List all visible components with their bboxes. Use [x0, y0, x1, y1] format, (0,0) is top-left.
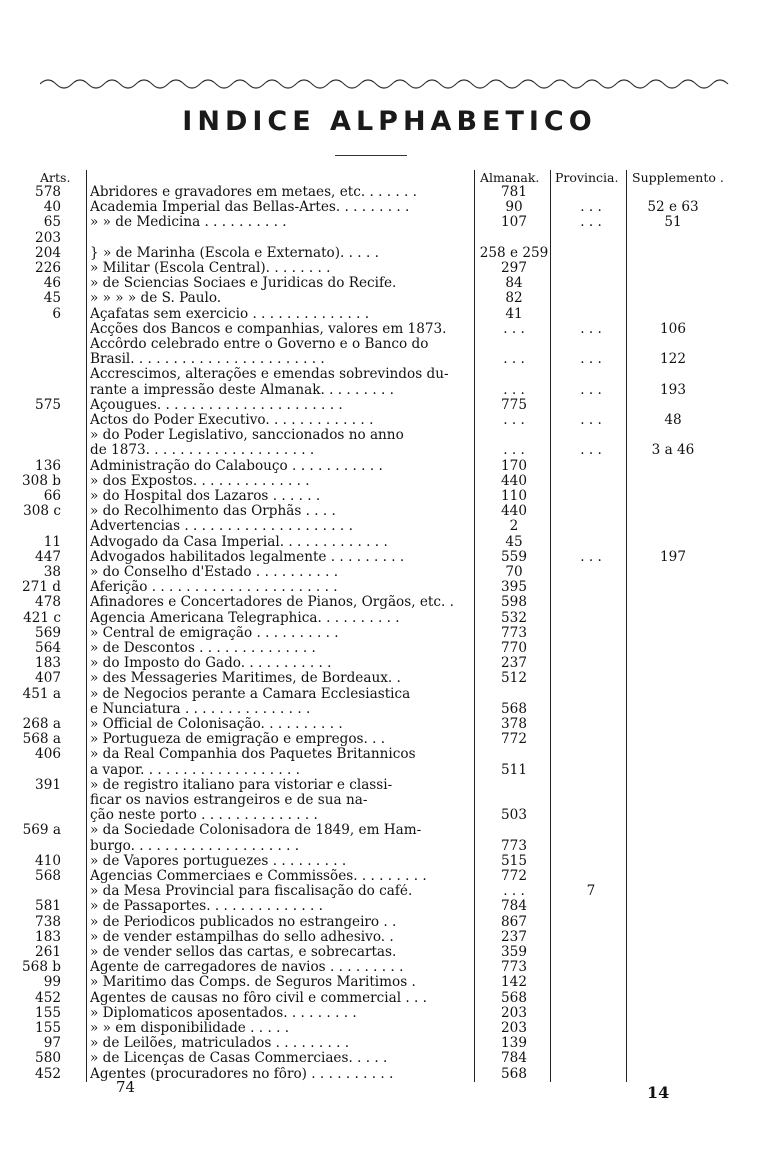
row-supplemento: 106 — [660, 320, 686, 337]
row-almanak: 139 — [501, 1035, 527, 1052]
row-description: Agente de carregadores de navios . . . . . . . . . — [90, 960, 404, 976]
row-number: 183 — [35, 928, 61, 945]
row-almanak: 784 — [501, 898, 527, 915]
table-row — [0, 443, 779, 458]
row-description: » Maritimo das Comps. de Seguros Maritimos . — [90, 975, 416, 991]
table-row — [0, 398, 779, 413]
row-description: » da Sociedade Colonisadora de 1849, em Ham- — [90, 823, 422, 839]
row-description: rante a impressão deste Almanak. . . . . . . . . — [90, 382, 394, 398]
table-row — [0, 413, 779, 428]
row-number: 452 — [35, 1065, 61, 1082]
row-description: » do Imposto do Gado. . . . . . . . . . . — [90, 656, 332, 672]
table-row — [0, 322, 779, 337]
table-row — [0, 626, 779, 641]
row-description: Abridores e gravadores em metaes, etc. . . . . . . — [90, 185, 417, 200]
row-description: Agentes (procuradores no fôro) . . . . . . . . . . — [90, 1066, 394, 1082]
table-row — [0, 276, 779, 291]
row-almanak: 511 — [501, 761, 527, 778]
table-row — [0, 519, 779, 534]
row-number: 451 a — [22, 685, 61, 702]
row-description: » de Vapores portuguezes . . . . . . . . . — [90, 853, 347, 869]
row-description: » de Descontos . . . . . . . . . . . . . . — [90, 641, 316, 656]
table-row — [0, 717, 779, 732]
row-description: Advogados habilitados legalmente . . . . . . . . . — [90, 549, 405, 565]
ornament-line — [40, 72, 740, 92]
row-number: 40 — [43, 199, 61, 216]
row-description: » de Negocios perante a Camara Ecclesiastica — [90, 686, 411, 702]
row-description: » do Recolhimento das Orphãs . . . . — [90, 504, 336, 520]
row-number: 568 — [35, 868, 61, 884]
table-row — [0, 778, 779, 793]
row-provincia: . . . — [580, 199, 602, 216]
row-number: 410 — [35, 852, 61, 869]
row-number: 268 a — [22, 716, 61, 732]
row-number: 65 — [43, 214, 61, 231]
row-almanak: 440 — [501, 472, 527, 489]
row-description: a vapor. . . . . . . . . . . . . . . . . . . — [90, 762, 300, 778]
table-row — [0, 291, 779, 306]
row-number: 478 — [35, 594, 61, 611]
row-description: burgo. . . . . . . . . . . . . . . . . . . . — [90, 838, 300, 854]
row-number: 568 b — [22, 959, 61, 976]
row-provincia: . . . — [580, 351, 602, 368]
row-number: 203 — [35, 229, 61, 246]
row-almanak: 203 — [501, 1004, 527, 1021]
row-description: Administração do Calabouço . . . . . . . . . . . — [90, 458, 383, 474]
row-description: » » em disponibilidade . . . . . — [90, 1021, 290, 1036]
row-provincia: . . . — [580, 214, 602, 231]
row-number: 407 — [35, 670, 61, 687]
row-almanak: 773 — [501, 959, 527, 976]
row-description: Academia Imperial das Bellas-Artes. . . . . . . . . — [90, 200, 410, 216]
row-description: » » de Medicina . . . . . . . . . . — [90, 215, 287, 231]
table-row — [0, 884, 779, 899]
table-row — [0, 960, 779, 975]
row-number: 421 c — [23, 609, 61, 626]
row-description: » de vender sellos das cartas, e sobrecartas. — [90, 945, 397, 960]
row-description: » dos Expostos. . . . . . . . . . . . . . — [90, 473, 310, 489]
row-provincia: . . . — [580, 381, 602, 398]
row-almanak: 170 — [501, 457, 527, 474]
row-description: Açafatas sem exercicio . . . . . . . . . . . . . . — [90, 306, 370, 322]
row-number: 99 — [43, 974, 61, 991]
table-row — [0, 869, 779, 884]
table-row — [0, 474, 779, 489]
row-almanak: 378 — [501, 716, 527, 732]
table-row — [0, 763, 779, 778]
row-description: Agencia Americana Telegraphica. . . . . . . . . . — [90, 610, 400, 626]
table-row — [0, 747, 779, 762]
row-description: de 1873. . . . . . . . . . . . . . . . . . . . — [90, 443, 315, 459]
table-row — [0, 367, 779, 382]
row-description: » Official de Colonisação. . . . . . . . . . — [90, 717, 343, 732]
row-description: Accrescimos, alterações e emendas sobrevindos du- — [90, 367, 449, 383]
table-row — [0, 823, 779, 838]
row-description: » de Licenças de Casas Commerciaes. . . . . — [90, 1051, 388, 1067]
row-almanak: 770 — [501, 640, 527, 656]
table-row — [0, 611, 779, 626]
row-supplemento: 51 — [664, 214, 682, 231]
row-supplemento: 48 — [664, 412, 682, 428]
row-number: 569 — [35, 624, 61, 641]
row-description: » Portugueza de emigração e empregos. . . — [90, 732, 386, 748]
table-row — [0, 732, 779, 747]
row-number: 564 — [35, 640, 61, 656]
row-number: 11 — [43, 533, 61, 550]
row-almanak: 773 — [501, 624, 527, 641]
row-provincia: . . . — [580, 442, 602, 459]
row-number: 38 — [43, 564, 61, 580]
table-row — [0, 200, 779, 215]
table-row — [0, 1036, 779, 1051]
row-description: Acções dos Bancos e companhias, valores em 1873. — [90, 321, 447, 337]
row-description: Advertencias . . . . . . . . . . . . . . . . . . . . — [90, 519, 353, 535]
row-almanak: 772 — [501, 868, 527, 884]
page-number-left: 74 — [116, 1078, 136, 1096]
row-almanak: 237 — [501, 928, 527, 945]
col-provincia: Provincia. — [555, 170, 619, 185]
row-description: » da Mesa Provincial para fiscalisação do café. — [90, 884, 413, 900]
row-number: 183 — [35, 655, 61, 672]
row-number: 204 — [35, 244, 61, 261]
row-almanak: 598 — [501, 594, 527, 611]
table-row — [0, 428, 779, 443]
row-description: Afinadores e Concertadores de Pianos, Orgãos, etc. . — [90, 595, 454, 611]
row-description: » Central de emigração . . . . . . . . . . — [90, 625, 339, 641]
row-description: Advogado da Casa Imperial. . . . . . . . . . . . . — [90, 534, 388, 550]
row-almanak: 82 — [505, 290, 523, 307]
row-number: 308 c — [23, 503, 61, 520]
table-row — [0, 671, 779, 686]
row-supplemento: 52 e 63 — [647, 199, 699, 216]
row-number: 738 — [35, 913, 61, 930]
row-almanak: 142 — [501, 974, 527, 991]
table-row — [0, 975, 779, 990]
col-arts: Arts. — [40, 170, 71, 185]
row-supplemento: 197 — [660, 548, 686, 565]
row-description: » de vender estampilhas do sello adhesivo. . — [90, 929, 394, 945]
row-number: 261 — [35, 944, 61, 960]
row-number: 6 — [52, 305, 61, 322]
row-description: Accôrdo celebrado entre o Governo e o Banco do — [90, 337, 429, 352]
row-almanak: 568 — [501, 989, 527, 1006]
row-provincia: . . . — [580, 320, 602, 337]
table-row — [0, 945, 779, 960]
row-description: } » de Marinha (Escola e Externato). . . . . — [90, 245, 379, 261]
row-almanak: 2 — [509, 518, 519, 535]
row-almanak: . . . — [503, 351, 525, 368]
row-number: 45 — [43, 290, 61, 307]
col-supplemento: Supplemento . — [632, 170, 724, 185]
table-row — [0, 459, 779, 474]
row-number: 391 — [35, 776, 61, 793]
row-description: » da Real Companhia dos Paquetes Britannicos — [90, 747, 416, 763]
row-number: 568 a — [22, 731, 61, 748]
row-description: » do Poder Legislativo, sanccionados no anno — [90, 428, 404, 444]
row-description: » » » » de S. Paulo. — [90, 291, 222, 307]
row-number: 226 — [35, 260, 61, 276]
table-row — [0, 687, 779, 702]
table-row — [0, 991, 779, 1006]
row-almanak: 359 — [501, 944, 527, 960]
table-row — [0, 565, 779, 580]
row-almanak: . . . — [503, 442, 525, 459]
table-row — [0, 656, 779, 671]
table-row — [0, 854, 779, 869]
table-row — [0, 1051, 779, 1066]
row-number: 581 — [35, 898, 61, 915]
row-number: 308 b — [22, 472, 61, 489]
row-number: 271 d — [22, 579, 61, 596]
row-description: Agencias Commerciaes e Commissões. . . . . . . . . — [90, 869, 427, 884]
row-almanak: 784 — [501, 1050, 527, 1067]
row-number: 406 — [35, 746, 61, 763]
row-description: » de Passaportes. . . . . . . . . . . . . . — [90, 899, 323, 915]
row-almanak: 867 — [501, 913, 527, 930]
row-almanak: 568 — [501, 1065, 527, 1082]
row-almanak: 772 — [501, 731, 527, 748]
row-description: » de registro italiano para vistoriar e classi- — [90, 777, 393, 793]
table-row — [0, 383, 779, 398]
row-provincia: . . . — [580, 412, 602, 428]
row-description: » do Conselho d'Estado . . . . . . . . . . — [90, 565, 339, 580]
row-number: 569 a — [22, 822, 61, 839]
row-number: 97 — [43, 1035, 61, 1052]
row-almanak: 773 — [501, 837, 527, 854]
table-row — [0, 899, 779, 914]
row-number: 46 — [43, 275, 61, 292]
row-description: Agentes de causas no fôro civil e commercial . . . — [90, 990, 428, 1006]
row-description: ção neste porto . . . . . . . . . . . . . . — [90, 808, 318, 824]
row-number: 578 — [35, 184, 61, 200]
row-number: 66 — [43, 488, 61, 504]
table-row — [0, 839, 779, 854]
row-almanak: 781 — [501, 184, 527, 200]
row-number: 136 — [35, 457, 61, 474]
table-row — [0, 580, 779, 595]
table-row — [0, 535, 779, 550]
row-description: Actos do Poder Executivo. . . . . . . . . . . . . — [90, 413, 374, 428]
row-description: » de Leilões, matriculados . . . . . . . . . — [90, 1036, 350, 1052]
page-number-right: 14 — [647, 1083, 670, 1102]
table-row — [0, 808, 779, 823]
row-description: Brasil. . . . . . . . . . . . . . . . . . . . . . . — [90, 352, 325, 368]
row-almanak: 45 — [505, 533, 523, 550]
row-almanak: 84 — [505, 275, 523, 292]
title-rule — [335, 155, 407, 156]
row-almanak: 203 — [501, 1020, 527, 1036]
row-supplemento: 3 a 46 — [651, 442, 695, 459]
row-almanak: 41 — [505, 305, 523, 322]
row-almanak: 512 — [501, 670, 527, 687]
table-row — [0, 702, 779, 717]
table-row — [0, 595, 779, 610]
table-row — [0, 246, 779, 261]
page-title: INDICE ALPHABETICO — [182, 106, 597, 137]
row-almanak: 110 — [501, 488, 527, 504]
row-almanak: 568 — [501, 700, 527, 717]
row-almanak: 559 — [501, 548, 527, 565]
col-almanak: Almanak. — [480, 170, 540, 185]
table-row — [0, 550, 779, 565]
row-almanak: 70 — [505, 564, 523, 580]
row-description: ficar os navios estrangeiros e de sua na- — [90, 793, 368, 808]
row-almanak: . . . — [503, 320, 525, 337]
row-almanak: . . . — [503, 381, 525, 398]
table-row — [0, 185, 779, 200]
row-supplemento: 122 — [660, 351, 686, 368]
row-provincia: . . . — [580, 548, 602, 565]
table-row — [0, 641, 779, 656]
row-almanak: 440 — [501, 503, 527, 520]
row-number: 155 — [35, 1004, 61, 1021]
row-almanak: 775 — [501, 396, 527, 413]
row-description: Açougues. . . . . . . . . . . . . . . . . . . . . . — [90, 397, 343, 413]
row-description: Aferição . . . . . . . . . . . . . . . . . . . . . . — [90, 580, 338, 596]
row-number: 155 — [35, 1020, 61, 1036]
row-almanak: 297 — [501, 260, 527, 276]
row-description: » de Sciencias Sociaes e Juridicas do Recife. — [90, 276, 397, 292]
row-description: » Militar (Escola Central). . . . . . . . — [90, 261, 331, 276]
table-row — [0, 1021, 779, 1036]
table-row — [0, 352, 779, 367]
row-almanak: 237 — [501, 655, 527, 672]
row-description: » Diplomaticos aposentados. . . . . . . . . — [90, 1005, 357, 1021]
table-row — [0, 231, 779, 246]
row-description: » de Periodicos publicados no estrangeiro . . — [90, 914, 397, 930]
table-row — [0, 489, 779, 504]
row-number: 575 — [35, 396, 61, 413]
table-row — [0, 215, 779, 230]
row-almanak: 503 — [501, 807, 527, 824]
row-almanak: . . . — [503, 883, 525, 900]
row-description: » do Hospital dos Lazaros . . . . . . — [90, 489, 321, 504]
row-number: 452 — [35, 989, 61, 1006]
table-row — [0, 307, 779, 322]
table-row — [0, 793, 779, 808]
row-almanak: . . . — [503, 412, 525, 428]
table-row — [0, 1006, 779, 1021]
row-provincia: 7 — [586, 883, 596, 900]
row-supplemento: 193 — [660, 381, 686, 398]
row-description: » des Messageries Maritimes, de Bordeaux. . — [90, 671, 401, 687]
row-almanak: 515 — [501, 852, 527, 869]
table-row — [0, 930, 779, 945]
table-row — [0, 915, 779, 930]
table-row — [0, 261, 779, 276]
row-number: 580 — [35, 1050, 61, 1067]
row-almanak: 532 — [501, 609, 527, 626]
row-almanak: 258 e 259 — [479, 244, 549, 261]
table-row — [0, 504, 779, 519]
row-almanak: 395 — [501, 579, 527, 596]
row-almanak: 90 — [505, 199, 523, 216]
row-almanak: 107 — [501, 214, 527, 231]
table-row — [0, 337, 779, 352]
row-number: 447 — [35, 548, 61, 565]
row-description: e Nunciatura . . . . . . . . . . . . . . . — [90, 701, 311, 717]
